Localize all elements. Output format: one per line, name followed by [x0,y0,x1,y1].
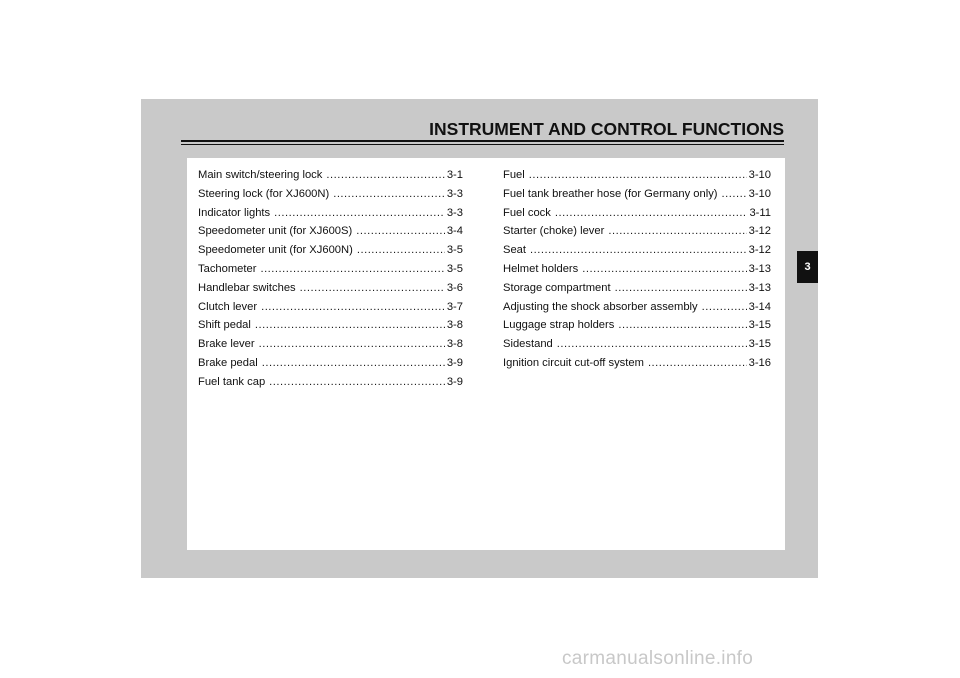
toc-entry-label: Indicator lights [198,206,271,219]
toc-entry-label: Adjusting the shock absorber assembly [503,300,698,313]
toc-entry-page: 3-5 [446,262,463,275]
toc-entry-label: Main switch/steering lock [198,169,323,181]
toc-leader-dots [702,301,747,313]
toc-entry-page: 3-7 [446,300,463,313]
toc-entry[interactable] [503,319,771,338]
toc-leader-dots [326,169,444,181]
toc-entry[interactable] [198,263,463,282]
toc-entry-label: Tachometer [198,262,257,275]
toc-leader-dots [529,169,747,181]
toc-content [187,158,785,550]
toc-entry-label: Fuel tank breather hose (for Germany only) [503,187,718,200]
title-rule-thick [181,140,784,142]
toc-left-column [198,169,463,395]
chapter-tab[interactable]: 3 [797,251,818,283]
toc-entry-label: Storage compartment [503,281,611,294]
toc-entry-page: 3-12 [748,225,771,238]
toc-entry[interactable] [198,338,463,357]
toc-entry[interactable] [503,263,771,282]
toc-entry[interactable] [503,244,771,263]
toc-entry-label: Sidestand [503,338,553,351]
toc-entry[interactable] [198,225,463,244]
toc-leader-dots [618,319,746,331]
toc-entry-page: 3-16 [748,356,771,369]
toc-entry-page: 3-12 [748,244,771,257]
toc-right-column [503,169,771,376]
toc-entry-label: Steering lock (for XJ600N) [198,187,330,200]
toc-entry[interactable] [503,225,771,244]
toc-entry-page: 3-1 [446,169,463,181]
toc-entry-label: Fuel tank cap [198,375,266,388]
toc-entry-label: Starter (choke) lever [503,225,605,238]
toc-leader-dots [333,188,445,200]
toc-entry[interactable] [503,282,771,301]
toc-entry[interactable] [198,319,463,338]
title-rule-thin [181,144,784,145]
watermark: carmanualsonline.info [562,648,754,669]
toc-entry[interactable] [503,357,771,376]
toc-leader-dots [255,319,445,331]
toc-entry-page: 3-10 [748,169,771,181]
toc-entry-page: 3-13 [748,262,771,275]
toc-entry[interactable] [198,301,463,320]
toc-leader-dots [274,207,445,219]
toc-entry-page: 3-13 [748,281,771,294]
toc-leader-dots [356,225,445,237]
toc-entry-label: Handlebar switches [198,281,296,294]
toc-entry[interactable] [198,188,463,207]
toc-leader-dots [300,282,445,294]
toc-entry-page: 3-15 [748,338,771,351]
toc-entry-page: 3-11 [749,206,771,219]
toc-entry[interactable] [503,338,771,357]
toc-entry[interactable] [503,169,771,188]
toc-leader-dots [260,263,444,275]
toc-entry-page: 3-15 [748,319,771,332]
toc-entry[interactable] [198,207,463,226]
toc-entry[interactable] [198,376,463,395]
toc-leader-dots [530,244,747,256]
toc-entry-label: Speedometer unit (for XJ600N) [198,244,353,257]
toc-entry-page: 3-8 [446,338,463,351]
toc-entry[interactable] [198,282,463,301]
toc-leader-dots [357,244,445,256]
toc-leader-dots [615,282,747,294]
toc-entry-page: 3-6 [446,281,463,294]
toc-entry-label: Brake pedal [198,356,258,369]
toc-entry-label: Shift pedal [198,319,251,332]
toc-leader-dots [261,301,445,313]
toc-entry[interactable] [503,301,771,320]
toc-entry[interactable] [198,357,463,376]
toc-entry-label: Speedometer unit (for XJ600S) [198,225,353,238]
toc-entry[interactable] [503,207,771,226]
toc-entry-page: 3-10 [748,187,771,200]
toc-entry[interactable] [198,169,463,188]
page-title: INSTRUMENT AND CONTROL FUNCTIONS [429,119,784,139]
toc-entry-label: Fuel [503,169,525,181]
toc-entry[interactable] [198,244,463,263]
toc-entry-page: 3-5 [446,244,463,257]
toc-leader-dots [582,263,746,275]
toc-entry-label: Seat [503,244,527,257]
toc-entry-page: 3-3 [446,206,463,219]
toc-leader-dots [262,357,445,369]
toc-leader-dots [269,376,445,388]
toc-entry-page: 3-14 [748,300,771,313]
toc-entry-page: 3-9 [446,356,463,369]
toc-leader-dots [722,188,747,200]
toc-leader-dots [608,225,746,237]
toc-entry-page: 3-9 [446,375,463,388]
toc-entry-label: Helmet holders [503,262,579,275]
toc-entry-label: Ignition circuit cut-off system [503,356,644,369]
toc-leader-dots [557,338,747,350]
toc-entry-label: Brake lever [198,338,255,351]
toc-entry-page: 3-8 [446,319,463,332]
toc-entry-label: Clutch lever [198,300,258,313]
toc-entry-page: 3-4 [446,225,463,238]
toc-entry-label: Luggage strap holders [503,319,615,332]
toc-leader-dots [555,207,748,219]
toc-entry-label: Fuel cock [503,206,551,219]
page-panel [141,99,818,578]
toc-leader-dots [259,338,445,350]
toc-leader-dots [648,357,747,369]
toc-entry[interactable] [503,188,771,207]
toc-entry-page: 3-3 [446,187,463,200]
